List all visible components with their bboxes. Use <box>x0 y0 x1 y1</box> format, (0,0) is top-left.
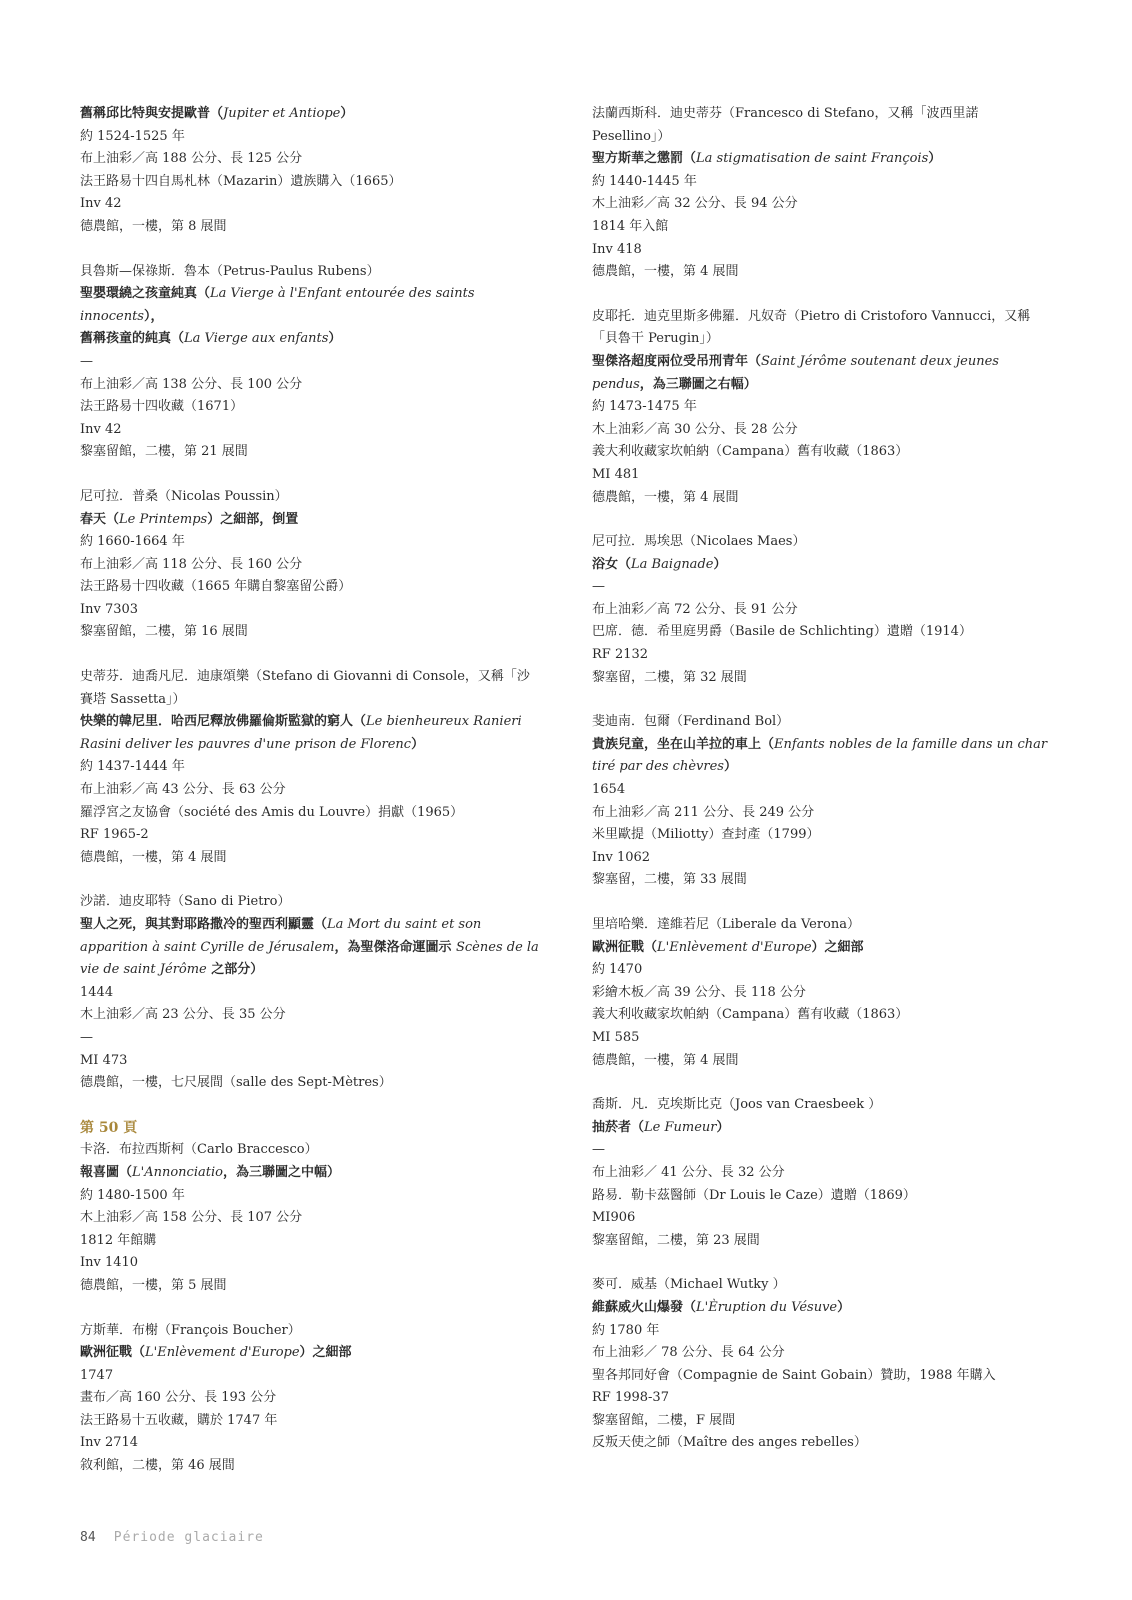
artwork-provenance: 法王路易十四自馬札林（Mazarin）遺族購入（1665） <box>80 173 402 189</box>
artwork-entry <box>592 711 1054 892</box>
artwork-artist: 沙諾．迪皮耶特（Sano di Pietro） <box>80 894 291 910</box>
artwork-location: 黎塞留館，二樓，F 展間 <box>592 1412 736 1428</box>
artwork-provenance: 羅浮宮之友協會（société des Amis du Louvre）捐獻（1965） <box>80 804 464 820</box>
artwork-title: 春天（Le Printemps）之細部，倒置 <box>80 511 299 527</box>
artwork-date: 1747 <box>80 1367 114 1383</box>
artwork-location: 敘利館，二樓，第 46 展間 <box>80 1458 235 1474</box>
artwork-medium: 布上油彩／高 118 公分、長 160 公分 <box>80 556 303 572</box>
artwork-medium: 布上油彩／高 138 公分、長 100 公分 <box>80 376 303 392</box>
artwork-date: — <box>80 353 93 369</box>
artwork-inventory: MI 481 <box>592 466 640 482</box>
artwork-inventory: Inv 42 <box>80 196 122 212</box>
artwork-entry <box>80 666 542 869</box>
artwork-location: 德農館，一樓，第 4 展間 <box>592 264 739 280</box>
artwork-title: 維蘇威火山爆發（L'Èruption du Vésuve） <box>592 1299 851 1315</box>
artwork-provenance: 米里歐提（Miliotty）查封產（1799） <box>592 827 820 843</box>
artwork-inventory: MI 473 <box>80 1052 128 1068</box>
artwork-provenance: 法王路易十四收藏（1671） <box>80 399 244 415</box>
artwork-medium: 布上油彩／高 211 公分、長 249 公分 <box>592 804 815 820</box>
artwork-title: 舊稱邱比特與安提歐普（Jupiter et Antiope） <box>80 106 354 121</box>
artwork-artist: 尼可拉．馬埃思（Nicolaes Maes） <box>592 534 806 550</box>
running-title: Période glaciaire <box>113 1530 264 1545</box>
artwork-provenance: 1812 年館購 <box>80 1232 157 1248</box>
artwork-entry <box>80 891 542 1094</box>
artwork-medium: 木上油彩／高 32 公分、長 94 公分 <box>592 196 798 212</box>
artwork-provenance: 法王路易十四收藏（1665 年購自黎塞留公爵） <box>80 579 352 595</box>
artwork-artist: 法蘭西斯科．迪史蒂芬（Francesco di Stefano，又稱「波西里諾 Pesellino」） <box>592 106 979 144</box>
artwork-artist: 貝魯斯—保祿斯．魯本（Petrus-Paulus Rubens） <box>80 263 380 279</box>
artwork-artist: 皮耶托．迪克里斯多佛羅．凡奴奇（Pietro di Cristoforo Vannucci，又稱「貝魯干 Perugin」） <box>592 308 1031 347</box>
artwork-inventory: Inv 1410 <box>80 1255 139 1271</box>
page-reference-heading: 第 50 頁 <box>80 1119 138 1136</box>
artwork-title: 快樂的韓尼里．哈西尼釋放佛羅倫斯監獄的窮人（Le bienheureux Ranieri Rasini deliver les pauvres d'une prison de Florenc） <box>80 714 522 752</box>
artwork-date: — <box>592 579 605 595</box>
artwork-location: 德農館，一樓，第 4 展間 <box>592 1052 739 1068</box>
artwork-artist: 卡洛．布拉西斯柯（Carlo Braccesco） <box>80 1142 318 1158</box>
artwork-medium: 布上油彩／ 78 公分、長 64 公分 <box>592 1345 785 1361</box>
artwork-title: 聖嬰環繞之孩童純真（La Vierge à l'Enfant entourée des saints innocents）， <box>80 286 475 324</box>
artwork-location: 黎塞留館，二樓，第 21 展間 <box>80 444 248 460</box>
artwork-location: 黎塞留館，二樓，第 23 展間 <box>592 1232 760 1248</box>
artwork-date: 約 1440-1445 年 <box>592 173 697 189</box>
artwork-provenance: 聖各邦同好會（Compagnie de Saint Gobain）贊助，1988 年購入 <box>592 1367 996 1383</box>
artwork-inventory: MI906 <box>592 1210 636 1226</box>
artwork-location: 德農館，一樓，第 8 展間 <box>80 218 227 234</box>
artwork-entry <box>592 531 1054 689</box>
artwork-entry <box>80 1139 542 1297</box>
artwork-date: 約 1473-1475 年 <box>592 399 697 415</box>
artwork-title: 貴族兒童，坐在山羊拉的車上（Enfants nobles de la famille dans un char tiré par des chèvres） <box>592 736 1048 775</box>
artwork-location: 德農館，一樓，第 4 展間 <box>592 489 739 505</box>
artwork-inventory: Inv 7303 <box>80 601 139 617</box>
artwork-entry <box>592 103 1054 284</box>
artwork-medium: 彩繪木板／高 39 公分、長 118 公分 <box>592 984 806 1000</box>
artwork-note: 反叛天使之師（Maître des anges rebelles） <box>592 1435 867 1451</box>
artwork-title: 聖人之死，與其對耶路撒冷的聖西利顯靈（La Mort du saint et son apparition à saint Cyrille de Jérusalem，為聖傑洛命運圖示 Scènes de la vie de saint Jérôme 之部分） <box>80 917 539 978</box>
artwork-provenance: 路易．勒卡茲醫師（Dr Louis le Caze）遺贈（1869） <box>592 1187 916 1203</box>
artwork-provenance: 1814 年入館 <box>592 218 669 234</box>
artwork-location: 德農館，一樓，第 4 展間 <box>80 849 227 865</box>
artwork-title: 歐洲征戰（L'Enlèvement d'Europe）之細部 <box>80 1345 352 1361</box>
artwork-title: 抽菸者（Le Fumeur） <box>592 1119 730 1135</box>
artwork-artist: 斐迪南．包爾（Ferdinand Bol） <box>592 714 790 730</box>
artwork-date: 約 1524-1525 年 <box>80 128 185 144</box>
artwork-provenance: 巴席．德．希里庭男爵（Basile de Schlichting）遺贈（1914） <box>592 624 972 640</box>
artwork-artist: 喬斯．凡．克埃斯比克（Joos van Craesbeek ） <box>592 1097 882 1113</box>
page-footer <box>80 1530 264 1545</box>
artwork-medium: 布上油彩／高 188 公分、長 125 公分 <box>80 151 303 167</box>
artwork-entry <box>592 1274 1054 1455</box>
artwork-entry <box>80 486 542 644</box>
artwork-medium: 木上油彩／高 158 公分、長 107 公分 <box>80 1210 303 1226</box>
artwork-medium: 畫布／高 160 公分、長 193 公分 <box>80 1390 277 1406</box>
artwork-title: 報喜圖（L'Annonciatio，為三聯圖之中幅） <box>80 1164 340 1180</box>
artwork-medium: 木上油彩／高 30 公分、長 28 公分 <box>592 421 798 437</box>
artwork-title: 浴女（La Baignade） <box>592 556 727 572</box>
artwork-entry <box>80 103 542 239</box>
artwork-provenance: — <box>80 1029 93 1045</box>
artwork-artist: 尼可拉．普桑（Nicolas Poussin） <box>80 488 288 504</box>
artwork-date: — <box>592 1142 605 1158</box>
artwork-inventory: RF 1998-37 <box>592 1390 669 1406</box>
artwork-inventory: Inv 418 <box>592 241 642 257</box>
artwork-inventory: Inv 2714 <box>80 1435 139 1451</box>
artwork-artist: 史蒂芬．迪喬凡尼．迪康頌樂（Stefano di Giovanni di Console，又稱「沙賽塔 Sassetta」） <box>80 669 530 707</box>
artwork-entry <box>592 306 1054 509</box>
artwork-entry <box>80 261 542 464</box>
right-column <box>592 103 1054 1477</box>
artwork-inventory: Inv 1062 <box>592 849 651 865</box>
artwork-date: 約 1480-1500 年 <box>80 1187 185 1203</box>
artwork-inventory: Inv 42 <box>80 421 122 437</box>
artwork-date: 約 1470 <box>592 962 643 978</box>
artwork-artist: 里培哈樂．達維若尼（Liberale da Verona） <box>592 917 861 932</box>
artwork-location: 德農館，一樓，七尺展間（salle des Sept-Mètres） <box>80 1075 392 1091</box>
artwork-inventory: MI 585 <box>592 1029 640 1045</box>
artwork-provenance: 法王路易十五收藏，購於 1747 年 <box>80 1412 278 1428</box>
artwork-artist: 方斯華．布榭（François Boucher） <box>80 1322 301 1338</box>
artwork-provenance: 義大利收藏家坎帕納（Campana）舊有收藏（1863） <box>592 1007 909 1023</box>
artwork-title: 歐洲征戰（L'Enlèvement d'Europe）之細部 <box>592 939 864 955</box>
artwork-provenance: 義大利收藏家坎帕納（Campana）舊有收藏（1863） <box>592 444 909 460</box>
artwork-date: 約 1437-1444 年 <box>80 759 185 775</box>
artwork-date: 1654 <box>592 782 626 798</box>
artwork-alt-title: 舊稱孩童的純真（La Vierge aux enfants） <box>80 331 342 347</box>
artwork-artist: 麥可．威基（Michael Wutky ） <box>592 1277 786 1293</box>
artwork-inventory: RF 2132 <box>592 647 649 663</box>
artwork-title: 聖方斯華之懲罰（La stigmatisation de saint François） <box>592 151 942 167</box>
artwork-medium: 布上油彩／高 43 公分、長 63 公分 <box>80 782 286 798</box>
artwork-medium: 木上油彩／高 23 公分、長 35 公分 <box>80 1007 286 1023</box>
artwork-title: 聖傑洛超度兩位受吊刑青年（Saint Jérôme soutenant deux jeunes pendus，為三聯圖之右幅） <box>592 353 999 392</box>
artwork-date: 1444 <box>80 984 114 1000</box>
left-column <box>80 103 542 1500</box>
artwork-medium: 布上油彩／高 72 公分、長 91 公分 <box>592 601 798 617</box>
artwork-medium: 布上油彩／ 41 公分、長 32 公分 <box>592 1164 785 1180</box>
artwork-entry <box>592 914 1054 1072</box>
artwork-location: 黎塞留館，二樓，第 16 展間 <box>80 624 248 640</box>
artwork-inventory: RF 1965-2 <box>80 827 149 843</box>
artwork-date: 約 1660-1664 年 <box>80 534 185 550</box>
artwork-date: 約 1780 年 <box>592 1322 660 1338</box>
artwork-location: 黎塞留，二樓，第 33 展間 <box>592 872 747 888</box>
artwork-entry <box>80 1320 542 1478</box>
artwork-entry <box>592 1094 1054 1252</box>
page-number: 84 <box>80 1530 96 1545</box>
artwork-location: 德農館，一樓，第 5 展間 <box>80 1277 227 1293</box>
artwork-location: 黎塞留，二樓，第 32 展間 <box>592 669 747 685</box>
